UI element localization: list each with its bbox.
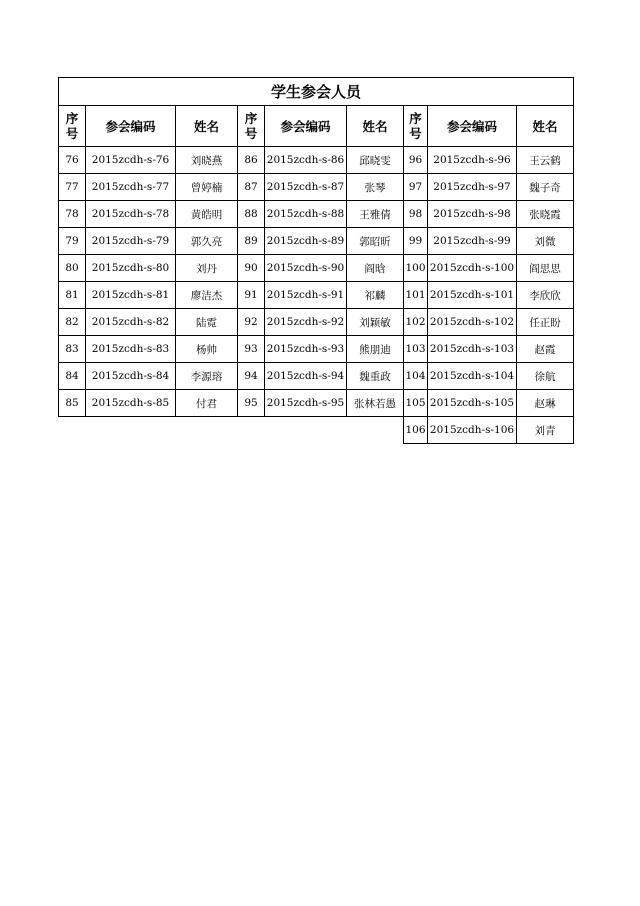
cell-code: 2015zcdh-s-100 — [428, 255, 517, 282]
cell-name: 廖洁杰 — [176, 282, 238, 309]
cell-seq: 95 — [238, 390, 265, 417]
cell-code: 2015zcdh-s-103 — [428, 336, 517, 363]
cell-code: 2015zcdh-s-84 — [86, 363, 176, 390]
cell-code: 2015zcdh-s-91 — [265, 282, 347, 309]
cell-seq: 93 — [238, 336, 265, 363]
header-code: 参会编码 — [265, 106, 347, 147]
cell-name: 阎思思 — [517, 255, 574, 282]
cell-seq: 97 — [404, 174, 428, 201]
cell-seq: 103 — [404, 336, 428, 363]
cell-name: 李欣欣 — [517, 282, 574, 309]
cell-name: 王雅倩 — [347, 201, 404, 228]
cell-name: 邱晓雯 — [347, 147, 404, 174]
cell-name: 付君 — [176, 390, 238, 417]
cell-code: 2015zcdh-s-96 — [428, 147, 517, 174]
cell-code: 2015zcdh-s-78 — [86, 201, 176, 228]
cell-code: 2015zcdh-s-105 — [428, 390, 517, 417]
cell-code: 2015zcdh-s-92 — [265, 309, 347, 336]
cell-seq: 83 — [59, 336, 86, 363]
cell-code: 2015zcdh-s-102 — [428, 309, 517, 336]
table-row — [59, 282, 574, 309]
cell-seq: 87 — [238, 174, 265, 201]
cell-name: 张林若愚 — [347, 390, 404, 417]
table-row — [59, 417, 574, 444]
empty-cell — [59, 417, 86, 444]
header-seq-label: 序号 — [409, 111, 422, 141]
cell-seq: 105 — [404, 390, 428, 417]
table-row — [59, 228, 574, 255]
cell-name: 李源瑢 — [176, 363, 238, 390]
cell-name: 魏重政 — [347, 363, 404, 390]
cell-code: 2015zcdh-s-104 — [428, 363, 517, 390]
cell-seq: 102 — [404, 309, 428, 336]
cell-code: 2015zcdh-s-77 — [86, 174, 176, 201]
cell-code: 2015zcdh-s-101 — [428, 282, 517, 309]
cell-code: 2015zcdh-s-94 — [265, 363, 347, 390]
cell-seq: 100 — [404, 255, 428, 282]
cell-code: 2015zcdh-s-81 — [86, 282, 176, 309]
cell-code: 2015zcdh-s-85 — [86, 390, 176, 417]
table-title: 学生参会人员 — [59, 78, 574, 106]
cell-name: 杨帅 — [176, 336, 238, 363]
cell-name: 王云鹤 — [517, 147, 574, 174]
cell-code: 2015zcdh-s-83 — [86, 336, 176, 363]
cell-code: 2015zcdh-s-95 — [265, 390, 347, 417]
header-code: 参会编码 — [428, 106, 517, 147]
attendee-sheet — [58, 77, 574, 444]
cell-name: 赵霞 — [517, 336, 574, 363]
cell-name: 张晓霞 — [517, 201, 574, 228]
table-row — [59, 174, 574, 201]
cell-code: 2015zcdh-s-79 — [86, 228, 176, 255]
cell-name: 曾婷楠 — [176, 174, 238, 201]
header-seq-label: 序号 — [65, 111, 79, 141]
header-seq — [404, 106, 428, 147]
header-seq — [238, 106, 265, 147]
cell-name: 赵琳 — [517, 390, 574, 417]
cell-name: 刘微 — [517, 228, 574, 255]
cell-code: 2015zcdh-s-99 — [428, 228, 517, 255]
cell-seq: 99 — [404, 228, 428, 255]
cell-seq: 88 — [238, 201, 265, 228]
cell-name: 祁麟 — [347, 282, 404, 309]
header-seq-label: 序号 — [244, 111, 258, 141]
empty-cell — [86, 417, 176, 444]
cell-code: 2015zcdh-s-93 — [265, 336, 347, 363]
header-row — [59, 106, 574, 147]
cell-seq: 84 — [59, 363, 86, 390]
attendee-table — [58, 77, 574, 444]
table-row — [59, 390, 574, 417]
cell-name: 刘颖敏 — [347, 309, 404, 336]
table-row — [59, 255, 574, 282]
cell-seq: 85 — [59, 390, 86, 417]
cell-code: 2015zcdh-s-76 — [86, 147, 176, 174]
cell-seq: 86 — [238, 147, 265, 174]
cell-seq: 94 — [238, 363, 265, 390]
table-row — [59, 201, 574, 228]
cell-code: 2015zcdh-s-106 — [428, 417, 517, 444]
cell-name: 刘青 — [517, 417, 574, 444]
cell-name: 任正盼 — [517, 309, 574, 336]
table-row — [59, 147, 574, 174]
empty-cell — [347, 417, 404, 444]
cell-code: 2015zcdh-s-90 — [265, 255, 347, 282]
cell-name: 张琴 — [347, 174, 404, 201]
cell-seq: 98 — [404, 201, 428, 228]
cell-code: 2015zcdh-s-80 — [86, 255, 176, 282]
cell-seq: 106 — [404, 417, 428, 444]
table-row — [59, 363, 574, 390]
header-seq — [59, 106, 86, 147]
cell-seq: 91 — [238, 282, 265, 309]
cell-name: 徐航 — [517, 363, 574, 390]
header-name: 姓名 — [347, 106, 404, 147]
empty-cell — [238, 417, 265, 444]
header-code: 参会编码 — [86, 106, 176, 147]
cell-seq: 76 — [59, 147, 86, 174]
cell-code: 2015zcdh-s-87 — [265, 174, 347, 201]
empty-cell — [265, 417, 347, 444]
cell-code: 2015zcdh-s-86 — [265, 147, 347, 174]
cell-seq: 80 — [59, 255, 86, 282]
cell-name: 陆霓 — [176, 309, 238, 336]
cell-code: 2015zcdh-s-97 — [428, 174, 517, 201]
cell-name: 魏子奇 — [517, 174, 574, 201]
cell-name: 熊朋迪 — [347, 336, 404, 363]
cell-seq: 77 — [59, 174, 86, 201]
cell-seq: 104 — [404, 363, 428, 390]
cell-name: 郭久亮 — [176, 228, 238, 255]
cell-code: 2015zcdh-s-88 — [265, 201, 347, 228]
cell-seq: 78 — [59, 201, 86, 228]
cell-seq: 79 — [59, 228, 86, 255]
table-row — [59, 309, 574, 336]
cell-seq: 92 — [238, 309, 265, 336]
cell-seq: 96 — [404, 147, 428, 174]
cell-seq: 101 — [404, 282, 428, 309]
cell-name: 阎晗 — [347, 255, 404, 282]
cell-seq: 82 — [59, 309, 86, 336]
cell-code: 2015zcdh-s-98 — [428, 201, 517, 228]
header-name: 姓名 — [176, 106, 238, 147]
header-name: 姓名 — [517, 106, 574, 147]
cell-name: 刘丹 — [176, 255, 238, 282]
table-row — [59, 336, 574, 363]
cell-code: 2015zcdh-s-82 — [86, 309, 176, 336]
cell-name: 刘晓燕 — [176, 147, 238, 174]
cell-seq: 89 — [238, 228, 265, 255]
cell-name: 黄皓明 — [176, 201, 238, 228]
cell-seq: 90 — [238, 255, 265, 282]
empty-cell — [176, 417, 238, 444]
cell-code: 2015zcdh-s-89 — [265, 228, 347, 255]
cell-seq: 81 — [59, 282, 86, 309]
cell-name: 郭昭昕 — [347, 228, 404, 255]
